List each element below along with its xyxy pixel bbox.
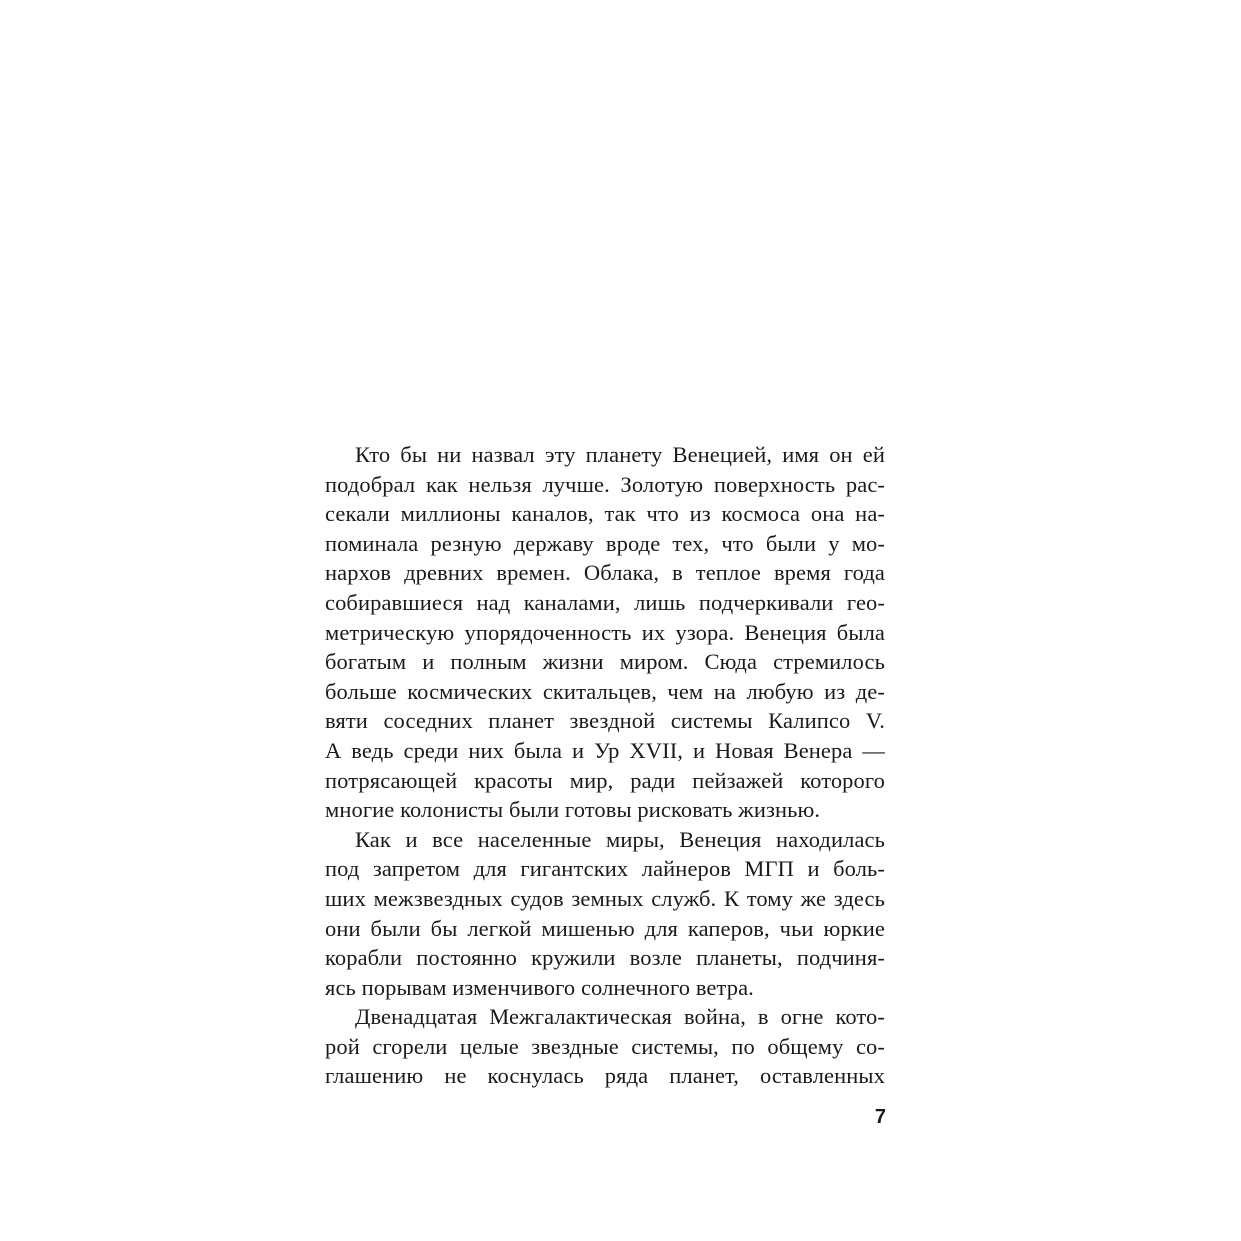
page-number: 7 (874, 1106, 886, 1128)
text-line: секали миллионы каналов, так что из космоса она на- (325, 501, 885, 527)
text-line: Двенадцатая Межгалактическая война, в огне кото- (355, 1004, 885, 1030)
text-line: под запретом для гигантских лайнеров МГП и боль- (325, 856, 885, 882)
text-line: ших межзвездных судов земных служб. К тому же здесь (325, 885, 885, 911)
text-line: собиравшиеся над каналами, лишь подчеркивали гео- (325, 589, 885, 615)
text-line: глашению не коснулась ряда планет, оставленных (325, 1063, 885, 1089)
text-line: богатым и полным жизни миром. Сюда стремилось (325, 649, 885, 675)
text-line: многие колонисты были готовы рисковать жизнью. (325, 797, 821, 823)
text-line: нархов древних времен. Облака, в теплое время года (325, 560, 885, 586)
body-text (325, 440, 885, 1091)
text-line: больше космических скитальцев, чем на любую из де- (325, 678, 885, 704)
text-line: потрясающей красоты мир, ради пейзажей которого (325, 767, 885, 793)
text-line: Кто бы ни назвал эту планету Венецией, имя он ей (355, 442, 885, 467)
text-line: Как и все населенные миры, Венеция находилась (355, 826, 885, 852)
text-line: они были бы легкой мишенью для каперов, чьи юркие (325, 915, 885, 941)
text-line: рой сгорели целые звездные системы, по общему со- (325, 1033, 885, 1059)
text-line: корабли постоянно кружили возле планеты, подчиня- (325, 945, 885, 971)
text-line: А ведь среди них была и Ур XVII, и Новая Венера — (325, 737, 885, 763)
text-line: поминала резную державу вроде тех, что были у мо- (325, 530, 885, 556)
text-line: метрическую упорядоченность их узора. Венеция была (325, 619, 885, 645)
text-line: вяти соседних планет звездной системы Калипсо V. (325, 708, 885, 734)
text-line: подобрал как нельзя лучше. Золотую поверхность рас- (325, 471, 885, 497)
text-line: ясь порывам изменчивого солнечного ветра. (325, 974, 754, 1000)
